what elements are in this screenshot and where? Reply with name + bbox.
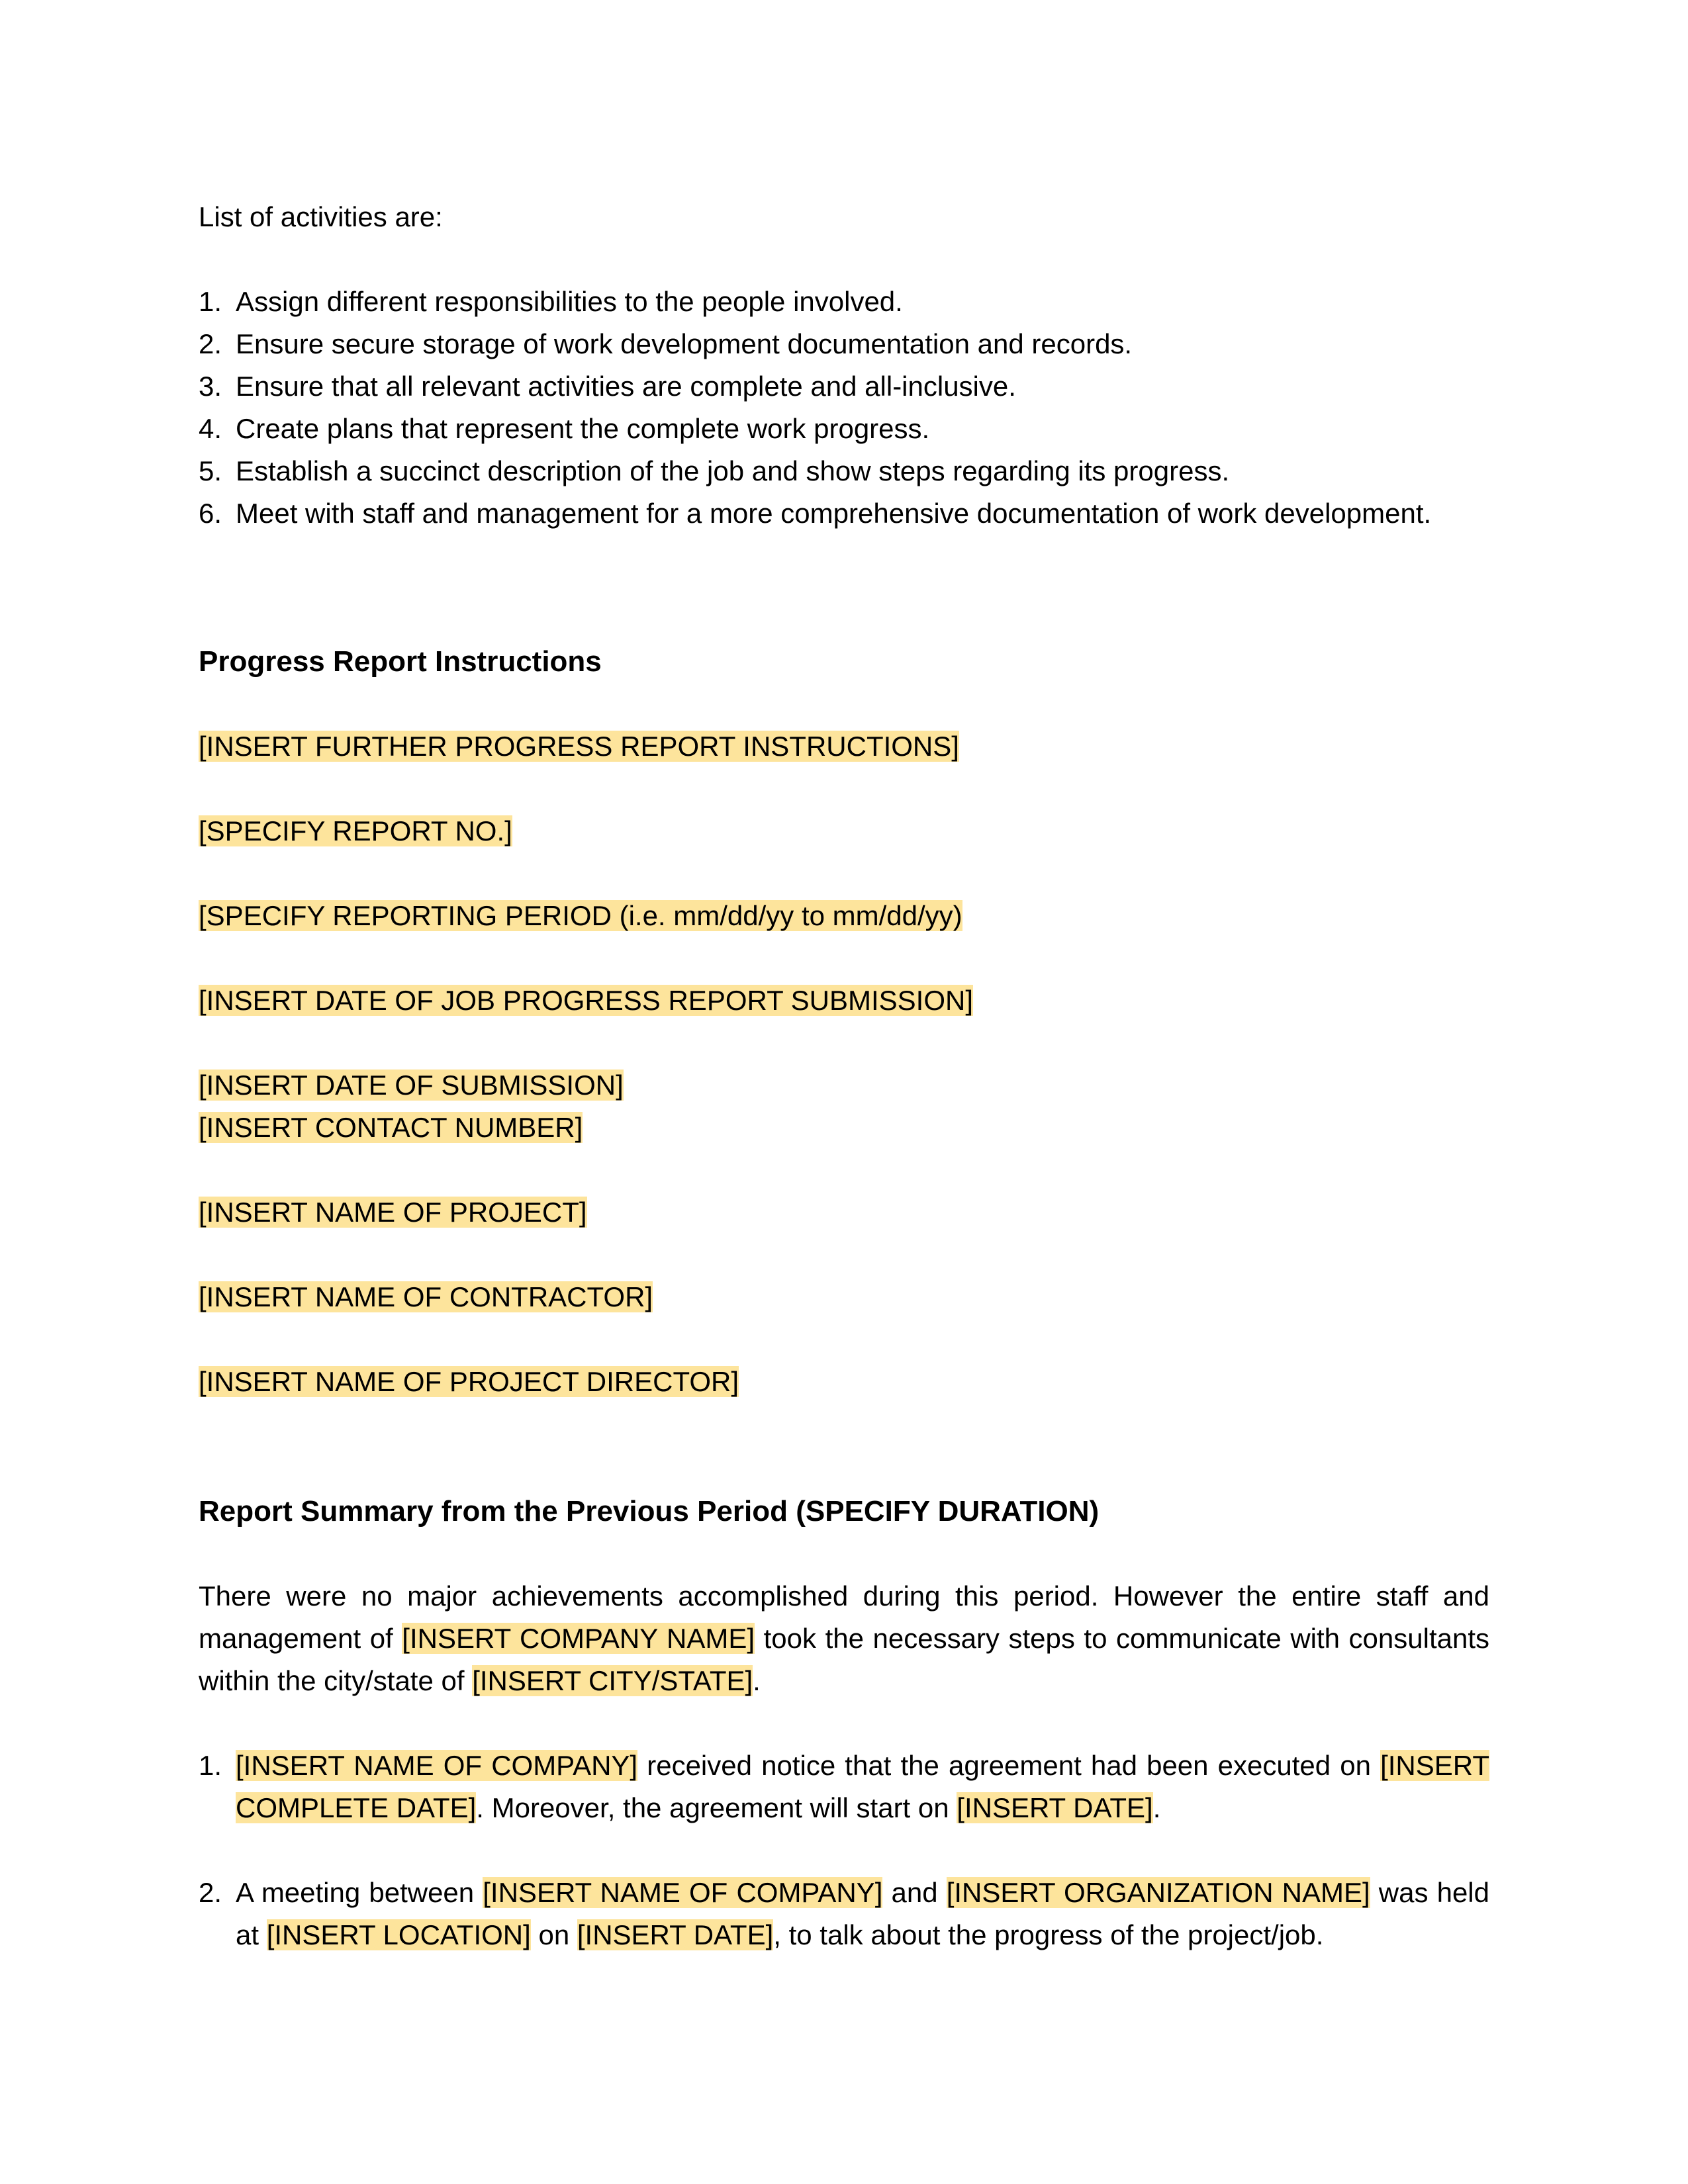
activities-intro: List of activities are:	[199, 201, 443, 232]
placeholder-contact-number: [INSERT CONTACT NUMBER]	[199, 1112, 583, 1143]
list-item: 4. Create plans that represent the complete work progress.	[199, 413, 930, 444]
placeholder-reporting-period: [SPECIFY REPORTING PERIOD (i.e. mm/dd/yy to mm/dd/yy)	[199, 900, 962, 931]
instructions-heading: Progress Report Instructions	[199, 645, 602, 678]
placeholder-contractor-name: [INSERT NAME OF CONTRACTOR]	[199, 1281, 653, 1312]
list-item: 5. Establish a succinct description of the job and show steps regarding its progress.	[199, 455, 1230, 486]
document-page	[199, 196, 1489, 1956]
placeholder-report-no: [SPECIFY REPORT NO.]	[199, 815, 512, 846]
list-item: 1. Assign different responsibilities to the people involved.	[199, 286, 903, 317]
placeholder-project-director: [INSERT NAME OF PROJECT DIRECTOR]	[199, 1366, 739, 1397]
summary-item-2: 2. A meeting between [INSERT NAME OF COMPANY] and [INSERT ORGANIZATION NAME] was held at [INSERT LOCATION] on [INSERT DATE], to talk about the progress of the project/job.	[199, 1877, 1490, 1950]
activities-list	[199, 281, 1489, 535]
placeholder-submission-date: [INSERT DATE OF SUBMISSION]	[199, 1069, 624, 1101]
summary-item-1: 1. [INSERT NAME OF COMPANY] received notice that the agreement had been executed on [INSERT COMPLETE DATE]. Moreover, the agreement will start on [INSERT DATE].	[199, 1750, 1489, 1823]
list-item: 3. Ensure that all relevant activities are complete and all-inclusive.	[199, 371, 1016, 402]
list-item: 6. Meet with staff and management for a more comprehensive documentation of work development.	[199, 498, 1432, 529]
placeholder-further-instructions: [INSERT FURTHER PROGRESS REPORT INSTRUCTIONS]	[199, 731, 959, 762]
summary-paragraph: There were no major achievements accomplished during this period. However the entire staff and management of [INSERT COMPANY NAME] took the necessary steps to communicate with consultants within the city/state of [INSERT CITY/STATE].	[199, 1580, 1490, 1696]
placeholder-job-report-date: [INSERT DATE OF JOB PROGRESS REPORT SUBMISSION]	[199, 985, 974, 1016]
summary-heading: Report Summary from the Previous Period (SPECIFY DURATION)	[199, 1495, 1100, 1527]
placeholder-project-name: [INSERT NAME OF PROJECT]	[199, 1197, 587, 1228]
list-item: 2. Ensure secure storage of work development documentation and records.	[199, 328, 1133, 359]
